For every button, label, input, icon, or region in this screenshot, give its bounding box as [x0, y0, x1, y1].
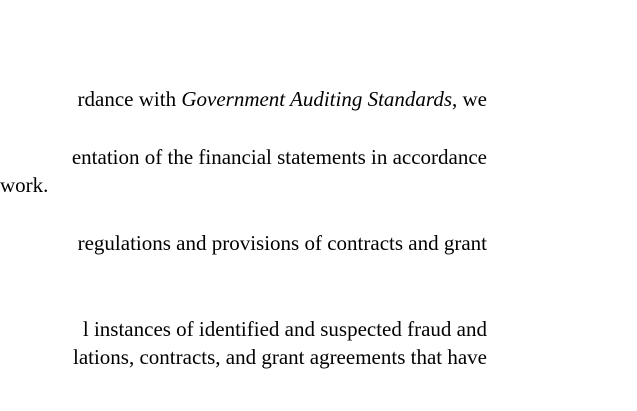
document-line-text: , we — [452, 87, 487, 111]
document-line-text: rdance with — [77, 87, 182, 111]
document-line-regulations-contracts: regulations and provisions of contracts and grant — [77, 231, 487, 255]
document-line-government-auditing-standards — [78, 85, 487, 113]
document-line-financial-statements: entation of the financial statements in accordance — [71, 145, 487, 169]
document-line-grant-agreements: lations, contracts, and grant agreements that have — [72, 345, 487, 369]
document-line-work: work. — [0, 173, 49, 197]
document-line-fraud-instances: l instances of identified and suspected fraud and — [82, 317, 487, 341]
italic-standard-title: Government Auditing Standards — [181, 87, 452, 111]
